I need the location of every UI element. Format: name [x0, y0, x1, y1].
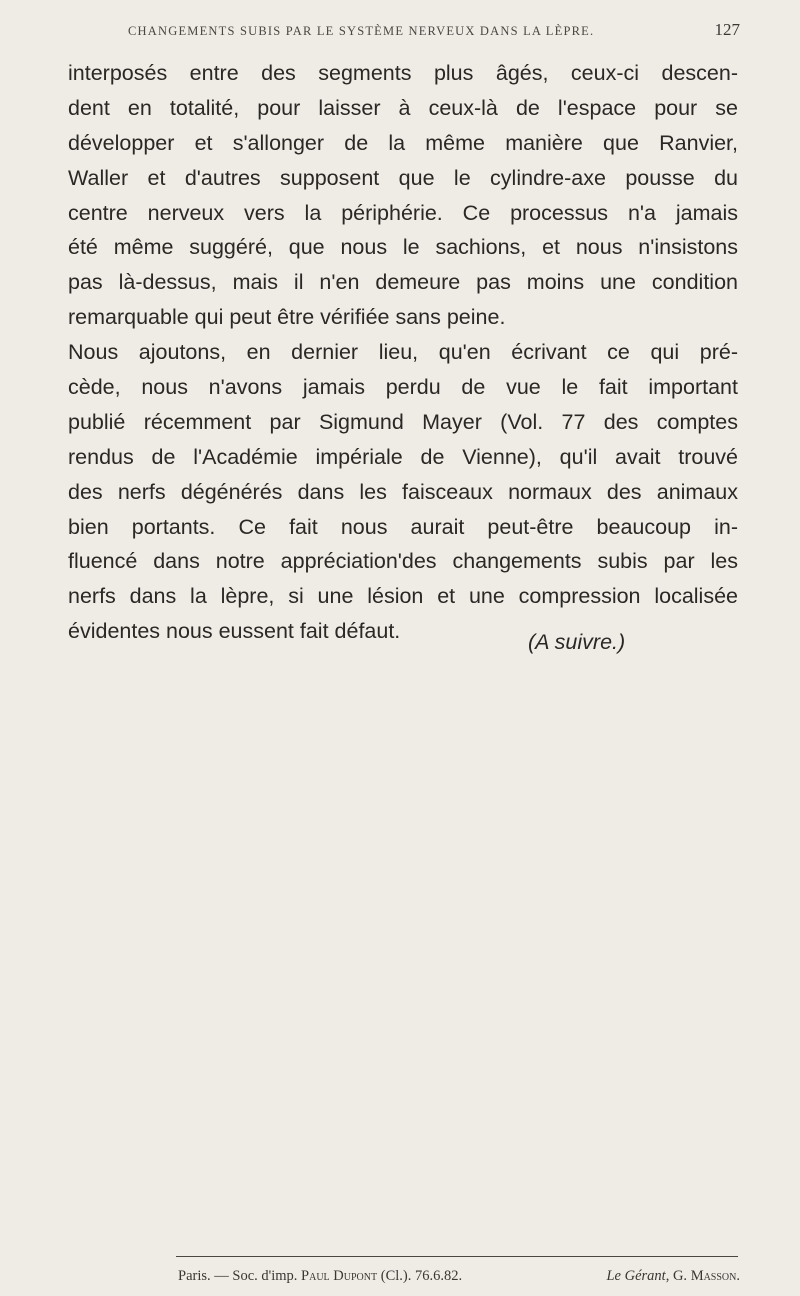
- text-line: été même suggéré, que nous le sachions, et nous n'insistons: [68, 235, 738, 260]
- text-line: dent en totalité, pour laisser à ceux-là de l'espace pour se: [68, 95, 738, 120]
- text-line: pas là-dessus, mais il n'en demeure pas moins une condition: [68, 270, 738, 295]
- text-line: Nous ajoutons, en dernier lieu, qu'en écrivant ce qui pré-: [68, 340, 738, 365]
- text-line: bien portants. Ce fait nous aurait peut-être beaucoup in-: [68, 514, 738, 539]
- text-line: publié récemment par Sigmund Mayer (Vol. 77 des comptes: [68, 409, 738, 434]
- text-line: nerfs dans la lèpre, si une lésion et une compression localisée: [68, 584, 738, 609]
- text-line: évidentes nous eussent fait défaut.: [68, 619, 401, 644]
- printer-imprint: [178, 1268, 462, 1285]
- text-line: fluencé dans notre appréciation'des changements subis par les: [68, 549, 738, 574]
- imprint-prefix: Paris. — Soc. d'imp.: [178, 1268, 302, 1284]
- running-title: CHANGEMENTS SUBIS PAR LE SYSTÈME NERVEUX DANS LA LÈPRE.: [128, 24, 595, 38]
- gerant-prefix: , G.: [665, 1268, 691, 1284]
- text-line: cède, nous n'avons jamais perdu de vue le fait important: [68, 375, 738, 400]
- text-line: des nerfs dégénérés dans les faisceaux normaux des animaux: [68, 479, 738, 504]
- text-line: rendus de l'Académie impériale de Vienne), qu'il avait trouvé: [68, 444, 738, 469]
- text-line: interposés entre des segments plus âgés, ceux-ci descen-: [68, 61, 738, 85]
- gerant-name: Masson.: [690, 1268, 740, 1284]
- running-head: [128, 20, 740, 42]
- text-line: Waller et d'autres supposent que le cylindre-axe pousse du: [68, 165, 738, 190]
- page-number: 127: [714, 20, 740, 39]
- gerant-credit: [606, 1268, 740, 1285]
- gerant-label: Le Gérant: [606, 1268, 666, 1284]
- text-line: remarquable qui peut être vérifiée sans peine.: [68, 305, 506, 330]
- imprint-suffix: (Cl.). 76.6.82.: [377, 1268, 463, 1284]
- text-line: centre nerveux vers la périphérie. Ce processus n'a jamais: [68, 200, 738, 225]
- imprint-name: Paul Dupont: [301, 1268, 378, 1284]
- text-line: développer et s'allonger de la même manière que Ranvier,: [68, 130, 738, 155]
- footer-rule: [176, 1256, 738, 1257]
- to-be-continued: (A suivre.): [528, 630, 626, 654]
- body-text: [68, 56, 738, 649]
